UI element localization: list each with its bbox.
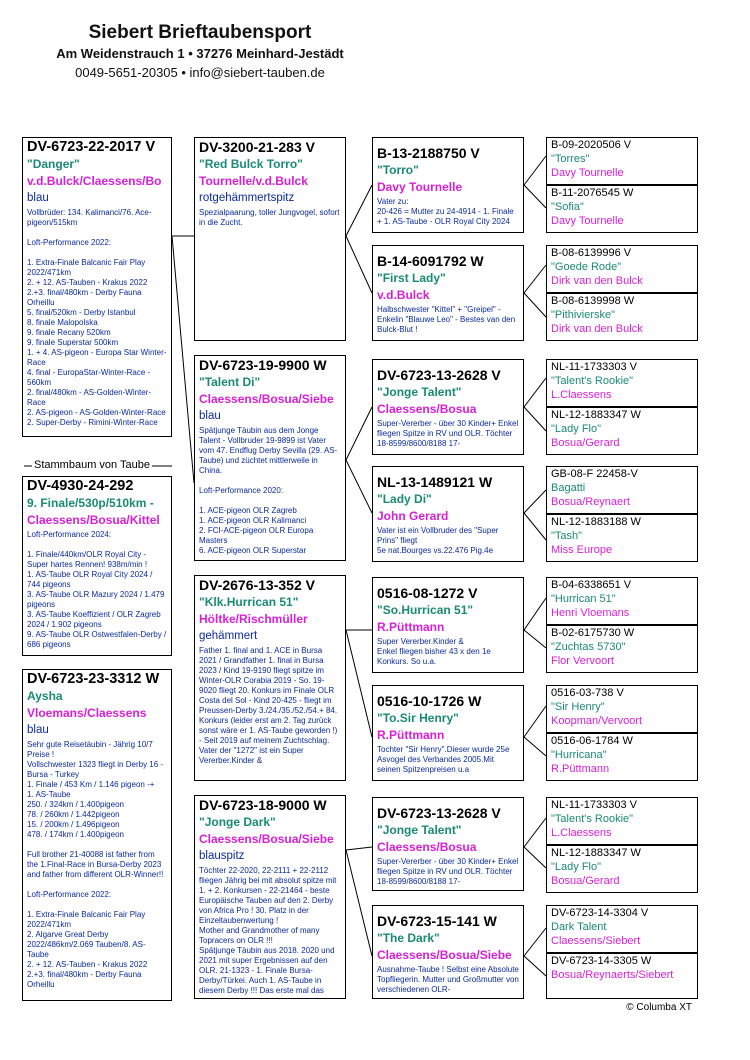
breeder: Bosua/Gerard xyxy=(551,437,620,449)
breeder: Höltke/Rischmüller xyxy=(199,612,308,626)
ring-number: DV-6723-15-141 W xyxy=(377,913,497,929)
stammbaum-label: Stammbaum von Taube xyxy=(34,459,150,471)
pedigree-box-main[interactable] xyxy=(22,137,172,437)
description-text: Tochter "Sir Henry".Dieser wurde 25e Asvogel des Verbandes 2005.Mit seinen Spitzenpreisen u.a xyxy=(377,745,510,774)
breeder: Bosua/Reynaerts/Siebert xyxy=(551,969,674,981)
pigeon-name: "Goede Rode" xyxy=(551,261,622,273)
ring-number: DV-6723-23-3312 W xyxy=(27,671,160,687)
ancestor-box[interactable] xyxy=(546,577,698,625)
ring-number: NL-12-1883347 W xyxy=(551,409,641,421)
breeder: Tournelle/v.d.Bulck xyxy=(199,174,308,188)
breeder: R.Püttmann xyxy=(551,763,610,775)
ring-number: B-13-2188750 V xyxy=(377,145,480,161)
pigeon-name: Dark Talent xyxy=(551,921,607,933)
pedigree-box-ff[interactable] xyxy=(372,137,524,233)
performance-text: Sehr gute Reisetäubin - Jährig 10/7 Preise ! Vollschwester 1323 fliegt in Derby 16 - Bursa - Turkey 1. Finale / 453 Km / 1.146 pigeon -+ 1. AS-Taube 250. / 324km / 1.400pigeon 78. / 260km / 1.442pigeon 15. / 200km / 1.496pigeon 478. / 174km / 1.400pigeon Full brother 21-40088 ist father from the 1.Final-Race in Bursa-Derby 2023 and father from different OLR-Winner!! Loft-Performance 2022: 1. Extra-Finale Balcanic Fair Play 2022/471km 2. Algarve Great Derby 2022/486km/2.069 Tauben/8. AS-Taube 2. + 12. AS-Tauben - Krakus 2022 2.+3. final/480km - Derby Fauna Orheillu xyxy=(27,740,164,989)
plumage-color: blau xyxy=(27,724,49,736)
ring-number: DV-6723-19-9900 W xyxy=(199,357,327,373)
breeder: John Gerard xyxy=(377,509,449,523)
pigeon-name: "Sofia" xyxy=(551,201,584,213)
description-text: Spezialpaarung, toller Jungvogel, sofort in die Zucht. xyxy=(199,208,340,227)
ring-number: DV-6723-13-2628 V xyxy=(377,805,501,821)
plumage-color: gehämmert xyxy=(199,630,258,642)
pigeon-name: "Jonge Talent" xyxy=(377,385,462,399)
plumage-color: rotgehämmertspitz xyxy=(199,192,295,204)
company-name: Siebert Brieftaubensport xyxy=(88,22,312,43)
ring-number: DV-6723-14-3305 W xyxy=(551,955,652,967)
ancestor-box[interactable] xyxy=(546,625,698,673)
copyright: © Columba XT xyxy=(626,1002,692,1013)
pigeon-name: "Pithivierske" xyxy=(551,309,616,321)
plumage-color: blau xyxy=(199,410,221,422)
ring-number: DV-6723-14-3304 V xyxy=(551,907,649,919)
pigeon-name: "Lady Flo" xyxy=(551,423,601,435)
pedigree-box-mf[interactable] xyxy=(372,359,524,455)
ring-number: 0516-06-1784 W xyxy=(551,735,633,747)
ring-number: B-11-2076545 W xyxy=(551,187,634,199)
description-text: Super Vererber.Kinder & Enkel fliegen bisher 43 x den 1e Konkurs. So u.a. xyxy=(377,637,491,666)
ancestor-box[interactable] xyxy=(546,466,698,514)
breeder: v.d.Bulck/Claessens/Bo xyxy=(27,174,162,188)
performance-text: Loft-Performance 2024: 1. Finale/440km/OLR Royal City - Super hartes Rennen! 938m/min ! 1. AS-Taube OLR Royal City 2024 / 744 pigeons 3. AS-Taube OLR Mazury 2024 / 1.479 pigeons 3. AS-Taube Koeffizient / OLR Zagreb 2024 / 1.902 pigeons 9. AS-Taube OLR Ostwestfalen-Derby / 686 pigeons xyxy=(27,530,167,649)
ancestor-box[interactable] xyxy=(546,845,698,893)
pigeon-name: Bagatti xyxy=(551,482,586,494)
ring-number: NL-12-1883188 W xyxy=(551,516,641,528)
ancestor-box[interactable] xyxy=(546,685,698,733)
breeder: Koopman/Vervoort xyxy=(551,715,643,727)
description-text: Father 1. final and 1. ACE in Bursa 2021 / Grandfather 1. final in Bursa 2023 / Kind 19-9190 fliegt spitze im Winter-OLR Corabia 2019 - So. 19-9020 fliegt 20. Konkurs im Finale OLR Costa del Sol - Kind 20-425 - fliegt im Preussen-Derby 3./24./35./52./54.+ 84. Konkurs (leider erst am 2. Tag zurück sonst wäre er 1. AS-Taube geworden !) - Seit 2019 auf meinem Zuchtschlag. Vater der "1272" ist ein Super Vererber.Kinder & xyxy=(199,646,338,765)
pedigree-box-sibling-2[interactable] xyxy=(22,669,172,1001)
ring-number: DV-3200-21-283 V xyxy=(199,139,315,155)
breeder: Claessens/Siebert xyxy=(551,935,641,947)
pigeon-name: "Talent Di" xyxy=(199,375,261,389)
ring-number: DV-6723-13-2628 V xyxy=(377,367,501,383)
breeder: Davy Tournelle xyxy=(551,167,624,179)
pedigree-box-father[interactable] xyxy=(194,137,346,341)
ancestor-box[interactable] xyxy=(546,359,698,407)
pedigree-box-mm[interactable] xyxy=(372,466,524,562)
pedigree-box-s1mm[interactable] xyxy=(372,905,524,999)
description-text: Spätjunge Täubin aus dem Jonge Talent - Vollbruder 19-9899 ist Vater vom 47. Endflug Derby Sevilla (29. AS-Taube) und züchtet mittlerweile in China. Loft-Performance 2020: 1. ACE-pigeon OLR Zagreb 1. ACE-pigeon OLR Kalimanci 2. FCI-ACE-pigeon OLR Europa Masters 6. ACE-pigeon OLR Superstar xyxy=(199,426,338,555)
description-text: Super-Vererber - über 30 Kinder+ Enkel fliegen Spitze in RV und OLR. Töchter 18-8599/8600/8188 17- xyxy=(377,419,519,448)
breeder: Dirk van den Bulck xyxy=(551,323,643,335)
ancestor-box[interactable] xyxy=(546,245,698,293)
ancestor-box[interactable] xyxy=(546,185,698,233)
breeder: v.d.Bulck xyxy=(377,288,430,302)
pigeon-name: "Talent's Rookie" xyxy=(551,375,634,387)
ring-number: NL-11-1733303 V xyxy=(551,799,638,811)
breeder: Davy Tournelle xyxy=(551,215,624,227)
pigeon-name: "Hurricana" xyxy=(551,749,607,761)
ring-number: NL-12-1883347 W xyxy=(551,847,641,859)
pigeon-name: "Sir Henry" xyxy=(551,701,605,713)
breeder: Claessens/Bosua xyxy=(377,840,477,854)
ring-number: DV-6723-18-9000 W xyxy=(199,797,327,813)
breeder: L.Claessens xyxy=(551,389,612,401)
breeder: Henri Vloemans xyxy=(551,607,630,619)
ring-number: GB-08-F 22458-V xyxy=(551,468,638,480)
ring-number: 0516-03-738 V xyxy=(551,687,624,699)
pigeon-name: "Jonge Talent" xyxy=(377,823,462,837)
pedigree-box-mother[interactable] xyxy=(194,355,346,561)
ring-number: DV-6723-22-2017 V xyxy=(27,139,156,155)
description-text: Töchter 22-2020, 22-2111 + 22-2112 fliegen Jährig bei mit absolut spitze mit 1. + 2. Konkursen - 22-21464 - beste Europäische Tauben auf den 2. Derby von Africa Pro ! 30. Platz in der Einzeltaubenwertung ! Mother and Grandmother of many Topracers on OLR !!! Spätjunge Täubin aus 2018. 2020 und 2021 mit super Ergebnissen auf den OLR. 21-1323 - 1. Finale Bursa-Derby/Türkei. Auch 1. AS-Taube in diesem Derby !!! Das erste mal das xyxy=(199,866,337,995)
plumage-color: blauspitz xyxy=(199,850,245,862)
ring-number: NL-11-1733303 V xyxy=(551,361,638,373)
pigeon-name: "Danger" xyxy=(27,157,80,171)
ring-number: B-02-6175730 W xyxy=(551,627,635,639)
pigeon-name: "Red Bulck Torro" xyxy=(199,157,303,171)
pigeon-name: "Torro" xyxy=(377,163,419,177)
description-text: Halbschwester "Kittel" + "Greipel" - Enkelin "Blauwe Leo" - Bestes van den Bulck-Blut ! xyxy=(377,305,516,334)
ancestor-box[interactable] xyxy=(546,905,698,953)
ring-number: DV-2676-13-352 V xyxy=(199,577,315,593)
pedigree-box-s1mf[interactable] xyxy=(372,797,524,891)
pigeon-name: "Jonge Dark" xyxy=(199,815,276,829)
pigeon-name: "Lady Di" xyxy=(377,492,432,506)
pigeon-name: "To.Sir Henry" xyxy=(377,711,459,725)
pigeon-name: "Talent's Rookie" xyxy=(551,813,634,825)
breeder: Claessens/Bosua/Kittel xyxy=(27,513,160,527)
description-text: Vater zu: 20-426 = Mutter zu 24-4914 - 1. Finale + 1. AS-Taube - OLR Royal City 2024 xyxy=(377,197,514,226)
ancestor-box[interactable] xyxy=(546,733,698,781)
pedigree-box-sibling-1[interactable] xyxy=(22,476,172,656)
ring-number: B-08-6139998 W xyxy=(551,295,635,307)
ancestor-box[interactable] xyxy=(546,953,698,999)
breeder: Bosua/Reynaert xyxy=(551,496,630,508)
pigeon-name: "Zuchtas 5730" xyxy=(551,641,626,653)
breeder: Vloemans/Claessens xyxy=(27,706,147,720)
ancestor-box[interactable] xyxy=(546,407,698,455)
description-text: Super-Vererber - über 30 Kinder+ Enkel fliegen Spitze in RV und OLR. Töchter 18-8599/8600/8188 17- xyxy=(377,857,519,886)
ancestor-box[interactable] xyxy=(546,514,698,562)
performance-text: Vollbrüder: 134. Kalimanci/76. Ace-pigeon/515km Loft-Performance 2022: 1. Extra-Finale Balcanic Fair Play 2022/471km 2. + 12. AS-Tauben - Krakus 2022 2.+3. final/480km - Derby Fauna Orheillu 5. final/520km - Derby Istanbul 8. finale Malopolska 9. finale Recany 520km 9. finale Superstar 500km 1. + 4. AS-pigeon - Europa Star Winter-Race 4. final - EuropaStar-Winter-Race - 560km 2. final/480km - AS-Golden-Winter-Race 2. AS-pigeon - AS-Golden-Winter-Race 2. Super-Derby - Rimini-Winter-Race xyxy=(27,208,167,427)
pedigree-box-sibling-father[interactable] xyxy=(194,575,346,781)
breeder: L.Claessens xyxy=(551,827,612,839)
ancestor-box[interactable] xyxy=(546,797,698,845)
ring-number: 0516-08-1272 V xyxy=(377,585,478,601)
breeder: Davy Tournelle xyxy=(377,180,463,194)
description-text: Ausnahme-Taube ! Selbst eine Absolute Topfliegerin. Mutter und Großmutter von verschiedenen OLR- xyxy=(377,965,519,994)
breeder: Flor Vervoort xyxy=(551,655,614,667)
ancestor-box[interactable] xyxy=(546,137,698,185)
pigeon-name: "Torres" xyxy=(551,153,590,165)
ring-number: B-08-6139996 V xyxy=(551,247,632,259)
pigeon-name: "First Lady" xyxy=(377,271,446,285)
breeder: Claessens/Bosua/Siebe xyxy=(199,392,334,406)
pigeon-name: "Lady Flo" xyxy=(551,861,601,873)
ancestor-box[interactable] xyxy=(546,293,698,341)
pedigree-box-s1ff[interactable] xyxy=(372,577,524,673)
ring-number: 0516-10-1726 W xyxy=(377,693,482,709)
pedigree-box-sibling-mother[interactable] xyxy=(194,795,346,999)
pigeon-name: "Hurrican 51" xyxy=(551,593,616,605)
ring-number: DV-4930-24-292 xyxy=(27,478,134,494)
pigeon-name: "So.Hurrican 51" xyxy=(377,603,474,617)
ring-number: B-04-6338651 V xyxy=(551,579,632,591)
ring-number: B-14-6091792 W xyxy=(377,253,484,269)
company-address: Am Weidenstrauch 1 • 37276 Meinhard-Jestädt xyxy=(56,46,344,61)
breeder: Miss Europe xyxy=(551,544,613,556)
breeder: Dirk van den Bulck xyxy=(551,275,643,287)
pigeon-name: "The Dark" xyxy=(377,931,440,945)
breeder: Claessens/Bosua/Siebe xyxy=(377,948,512,962)
breeder: Bosua/Gerard xyxy=(551,875,620,887)
pigeon-name: Aysha xyxy=(27,689,63,703)
pedigree-box-fm[interactable] xyxy=(372,245,524,341)
pigeon-name: "Klk.Hurrican 51" xyxy=(199,595,299,609)
breeder: Claessens/Bosua xyxy=(377,402,477,416)
breeder: R.Püttmann xyxy=(377,728,445,742)
ring-number: B-09-2020506 V xyxy=(551,139,632,151)
ring-number: NL-13-1489121 W xyxy=(377,474,493,490)
plumage-color: blau xyxy=(27,192,49,204)
breeder: Claessens/Bosua/Siebe xyxy=(199,832,334,846)
breeder: R.Püttmann xyxy=(377,620,445,634)
description-text: Vater ist ein Vollbruder des "Super Prins" fliegt 5e nat.Bourges vs.22.476 Pig.4e xyxy=(377,526,499,555)
pigeon-name: 9. Finale/530p/510km - xyxy=(27,496,154,510)
pigeon-name: "Tash" xyxy=(551,530,583,542)
company-contact: 0049-5651-20305 • info@siebert-tauben.de xyxy=(75,65,325,80)
pedigree-box-s1fm[interactable] xyxy=(372,685,524,781)
